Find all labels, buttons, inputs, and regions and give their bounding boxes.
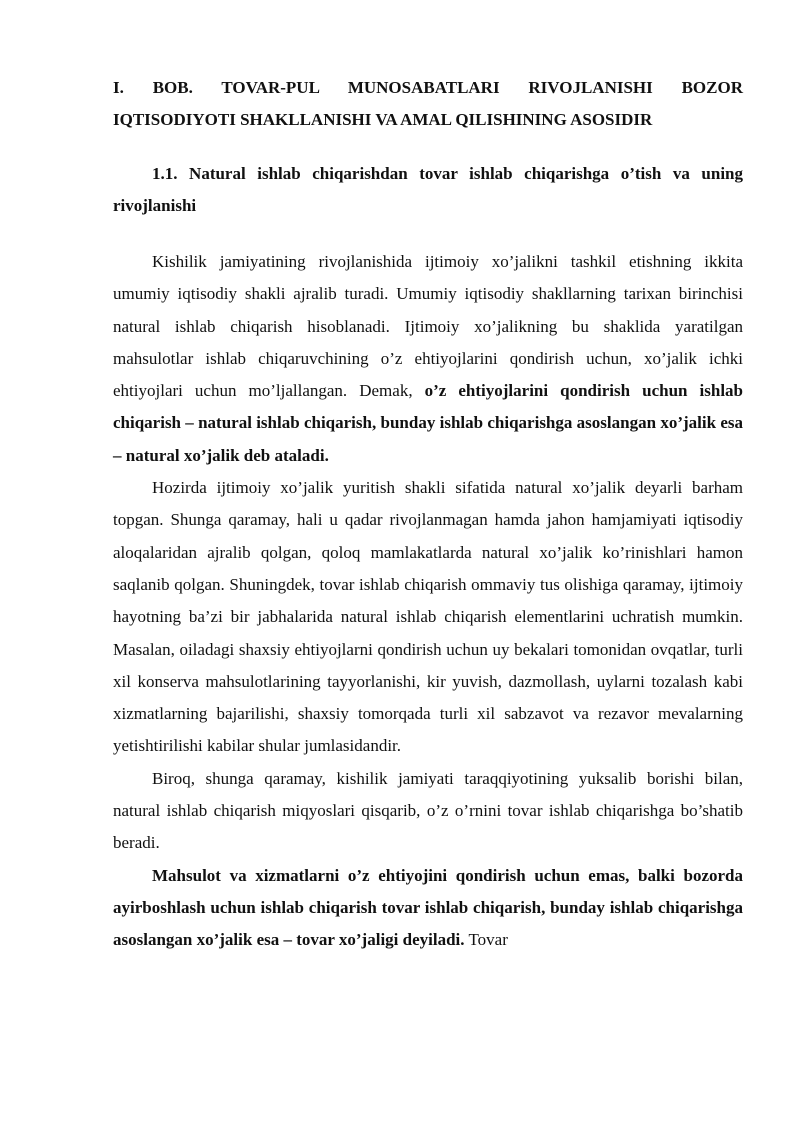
body-text bbox=[113, 246, 743, 957]
chapter-title-line-1: I. BOB. TOVAR-PUL MUNOSABATLARI RIVOJLANISHI BOZOR bbox=[113, 78, 743, 97]
chapter-title-line-2: IQTISODIYOTI SHAKLLANISHI VA AMAL QILISHINING ASOSIDIR bbox=[113, 110, 653, 129]
document-page bbox=[113, 72, 743, 957]
paragraph-4-definition: Mahsulot va xizmatlarni o’z ehtiyojini qondirish uchun emas, balki bozorda ayirboshlash uchun ishlab chiqarish tovar ishlab chiqarish, bunday ishlab chiqarishga asoslangan xo’jalik esa – tovar xo’jaligi deyiladi. bbox=[113, 865, 743, 950]
paragraph-3: Biroq, shunga qaramay, kishilik jamiyati taraqqiyotining yuksalib borishi bilan, natural ishlab chiqarish miqyoslari qisqarib, o’z o’rnini tovar ishlab chiqarishga bo’shatib beradi. bbox=[113, 768, 743, 853]
paragraph-4-text: Tovar bbox=[464, 930, 508, 950]
chapter-title bbox=[113, 72, 743, 136]
paragraph-4 bbox=[113, 860, 743, 957]
section-title: 1.1. Natural ishlab chiqarishdan tovar ishlab chiqarishga o’tish va uning rivojlanishi bbox=[113, 164, 743, 215]
paragraph-1-text: Kishilik jamiyatining rivojlanishida ijtimoiy xo’jalikni tashkil etishning ikkita umumiy iqtisodiy shakli ajralib turadi. Umumiy iqtisodiy shakllarning tarixan birinchisi natural ishlab chiqarish hisoblanadi. Ijtimoiy xo’jalikning bu shaklida yaratilgan mahsulotlar ishlab chiqaruvchining o’z ehtiyojlarini qondirish uchun, xo’jalik ichki ehtiyojlari uchun mo’ljallangan. Demak, bbox=[113, 252, 743, 401]
paragraph-2: Hozirda ijtimoiy xo’jalik yuritish shakli sifatida natural xo’jalik deyarli barham topgan. Shunga qaramay, hali u qadar rivojlanmagan hamda jahon hamjamiyati iqtisodiy aloqalaridan ajralib qolgan, qoloq mamlakatlarda natural xo’jalik ko’rinishlari hamon saqlanib qolgan. Shuningdek, tovar ishlab chiqarish ommaviy tus olishiga qaramay, ijtimoiy hayotning ba’zi bir jabhalarida natural ishlab chiqarish elementlarini uchratish mumkin. Masalan, oiladagi shaxsiy ehtiyojlarni qondirish uchun uy bekalari tomonidan ovqatlar, turli xil konserva mahsulotlarining tayyorlanishi, kir yuvish, dazmollash, uylarni tozalash kabi xizmatlarning bajarilishi, shaxsiy tomorqada turli xil sabzavot va rezavor mevalarning yetishtirilishi kabilar shular jumlasidandir. bbox=[113, 478, 743, 756]
paragraph-1 bbox=[113, 246, 743, 472]
paragraph-1-definition: o’z ehtiyojlarini qondirish uchun ishlab chiqarish – natural ishlab chiqarish, bunday ishlab chiqarishga asoslangan xo’jalik esa – natural xo’jalik deb ataladi. bbox=[113, 381, 744, 465]
